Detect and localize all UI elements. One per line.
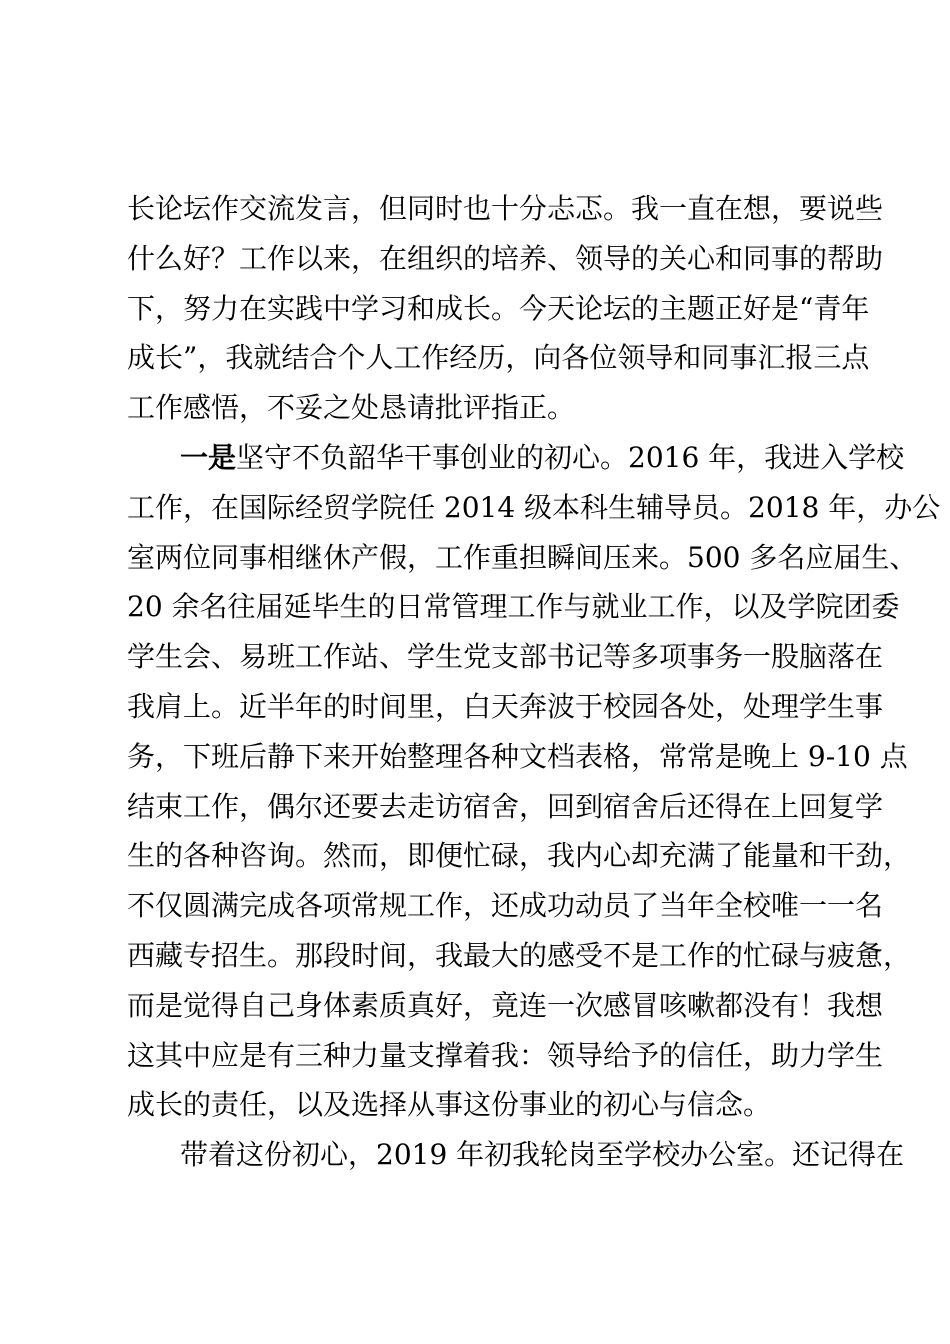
text-line: 室两位同事相继休产假，工作重担瞬间压来。500 多名应届生、 bbox=[127, 540, 918, 574]
text-line: 20 余名往届延毕生的日常管理工作与就业工作，以及学院团委 bbox=[127, 590, 900, 624]
text-line: 成长”，我就结合个人工作经历，向各位领导和同事汇报三点 bbox=[127, 341, 870, 375]
paragraph-lead: 一是 bbox=[180, 440, 237, 474]
text-line: 结束工作，偶尔还要去走访宿舍，回到宿舍后还得在上回复学 bbox=[127, 789, 884, 823]
text-line: 下，努力在实践中学习和成长。今天论坛的主题正好是“青年 bbox=[127, 291, 870, 325]
document-body bbox=[127, 184, 941, 1180]
text-line: 务，下班后静下来开始整理各种文档表格，常常是晚上 9-10 点 bbox=[127, 739, 908, 773]
text-line: 长论坛作交流发言，但同时也十分忐忑。我一直在想，要说些 bbox=[127, 192, 884, 225]
text-line: 带着这份初心，2019 年初我轮岗至学校办公室。还记得在 bbox=[180, 1138, 905, 1172]
text-line: 工作，在国际经贸学院任 2014 级本科生辅导员。2018 年，办公 bbox=[127, 490, 941, 524]
text-line: 学生会、易班工作站、学生党支部书记等多项事务一股脑落在 bbox=[127, 640, 884, 674]
text-line: 生的各种咨询。然而，即便忙碌，我内心却充满了能量和干劲， bbox=[127, 839, 912, 873]
paragraph-1 bbox=[127, 184, 884, 433]
text-line-rest: 坚守不负韶华干事创业的初心。2016 年，我进入学校 bbox=[236, 440, 905, 474]
text-line: 这其中应是有三种力量支撑着我：领导给予的信任，助力学生 bbox=[127, 1038, 884, 1072]
paragraph-2 bbox=[127, 433, 941, 1130]
text-line: 什么好？工作以来，在组织的培养、领导的关心和同事的帮助 bbox=[127, 241, 884, 275]
text-line: 西藏专招生。那段时间，我最大的感受不是工作的忙碌与疲惫， bbox=[127, 938, 912, 972]
text-line: 成长的责任，以及选择从事这份事业的初心与信念。 bbox=[127, 1088, 772, 1122]
text-line: 而是觉得自己身体素质真好，竟连一次感冒咳嗽都没有！我想 bbox=[127, 988, 884, 1022]
text-line: 我肩上。近半年的时间里，白天奔波于校园各处，处理学生事 bbox=[127, 689, 884, 723]
text-line-first bbox=[127, 433, 905, 483]
paragraph-3 bbox=[127, 1130, 905, 1180]
text-line: 工作感悟，不妥之处恳请批评指正。 bbox=[127, 391, 576, 425]
text-line: 不仅圆满完成各项常规工作，还成功动员了当年全校唯一一名 bbox=[127, 889, 884, 923]
